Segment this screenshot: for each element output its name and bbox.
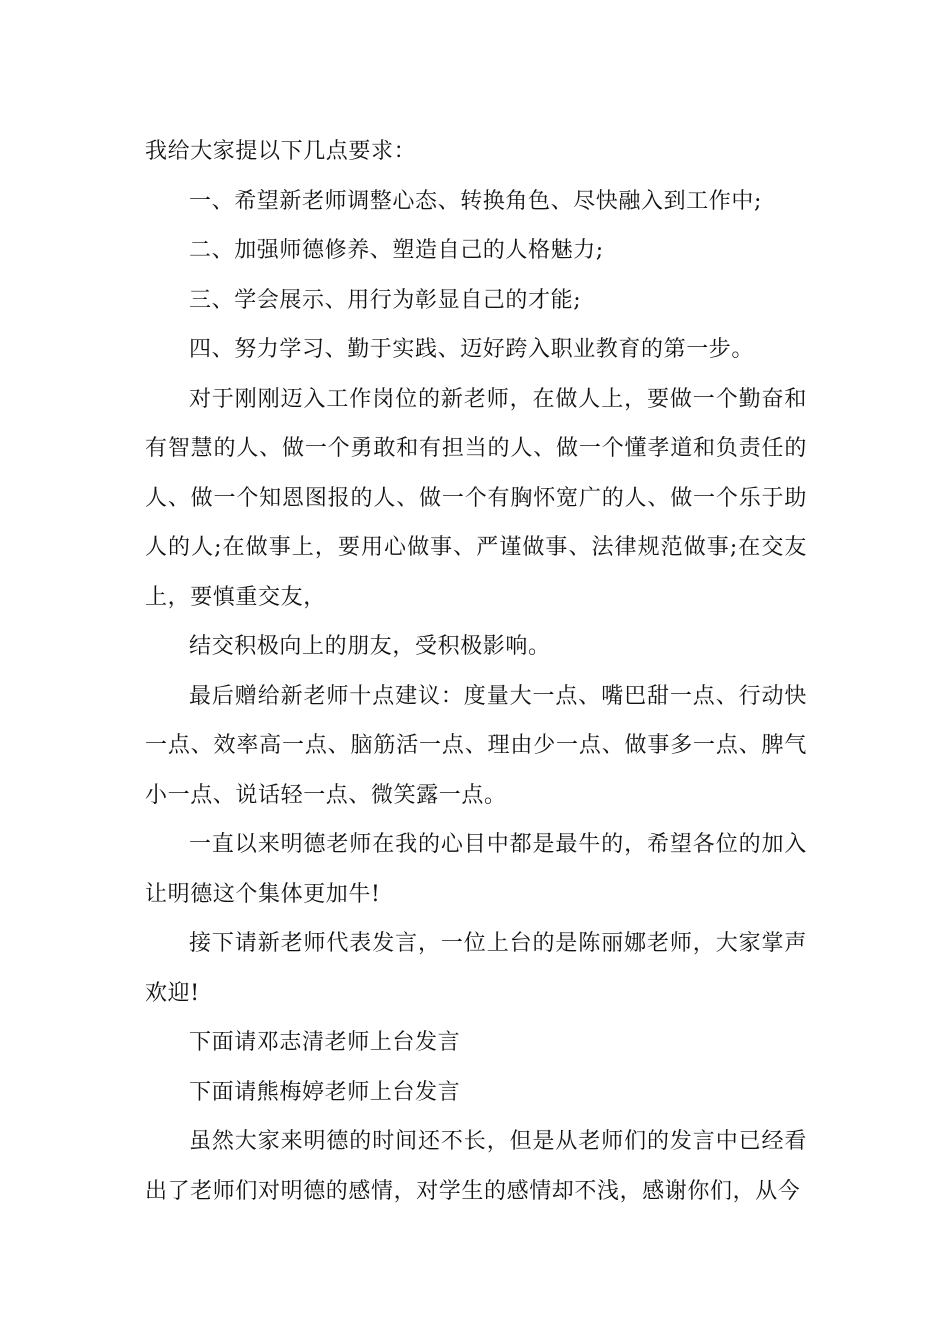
- paragraph-requirement-4: 四、努力学习、勤于实践、迈好跨入职业教育的第一步。: [189, 337, 755, 362]
- paragraph-requirement-2: 二、加强师德修养、塑造自己的人格魅力;: [189, 238, 604, 263]
- paragraph-closing: 虽然大家来明德的时间还不长，但是从老师们的发言中已经看出了老师们对明德的感情，对学生的感情却不浅，感谢你们，从今: [145, 1129, 807, 1204]
- paragraph-speaker-3: 下面请熊梅婷老师上台发言: [189, 1079, 461, 1105]
- paragraph-friends: 结交积极向上的朋友，受积极影响。: [189, 634, 551, 659]
- paragraph-speaker-2: 下面请邓志清老师上台发言: [189, 1030, 461, 1055]
- paragraph-requirement-3: 三、学会展示、用行为彰显自己的才能;: [189, 287, 582, 313]
- paragraph-conduct: 对于刚刚迈入工作岗位的新老师，在做人上，要做一个勤奋和有智慧的人、做一个勇敢和有担当的人、做一个懂孝道和负责任的人、做一个知恩图报的人、做一个有胸怀宽广的人、做一个乐于助人的人;在做事上，要用心做事、严谨做事、法律规范做事;在交友上，要慎重交友，: [145, 386, 807, 610]
- paragraph-intro: 我给大家提以下几点要求：: [145, 139, 417, 164]
- document-body: [145, 127, 807, 1216]
- paragraph-speaker-1: 接下请新老师代表发言，一位上台的是陈丽娜老师，大家掌声欢迎!: [145, 931, 807, 1006]
- paragraph-suggestions: 最后赠给新老师十点建议：度量大一点、嘴巴甜一点、行动快一点、效率高一点、脑筋活一点、理由少一点、做事多一点、脾气小一点、说话轻一点、微笑露一点。: [145, 683, 807, 808]
- paragraph-requirement-1: 一、希望新老师调整心态、转换角色、尽快融入到工作中;: [189, 188, 763, 214]
- paragraph-mingde: 一直以来明德老师在我的心目中都是最牛的，希望各位的加入让明德这个集体更加牛!: [145, 832, 807, 907]
